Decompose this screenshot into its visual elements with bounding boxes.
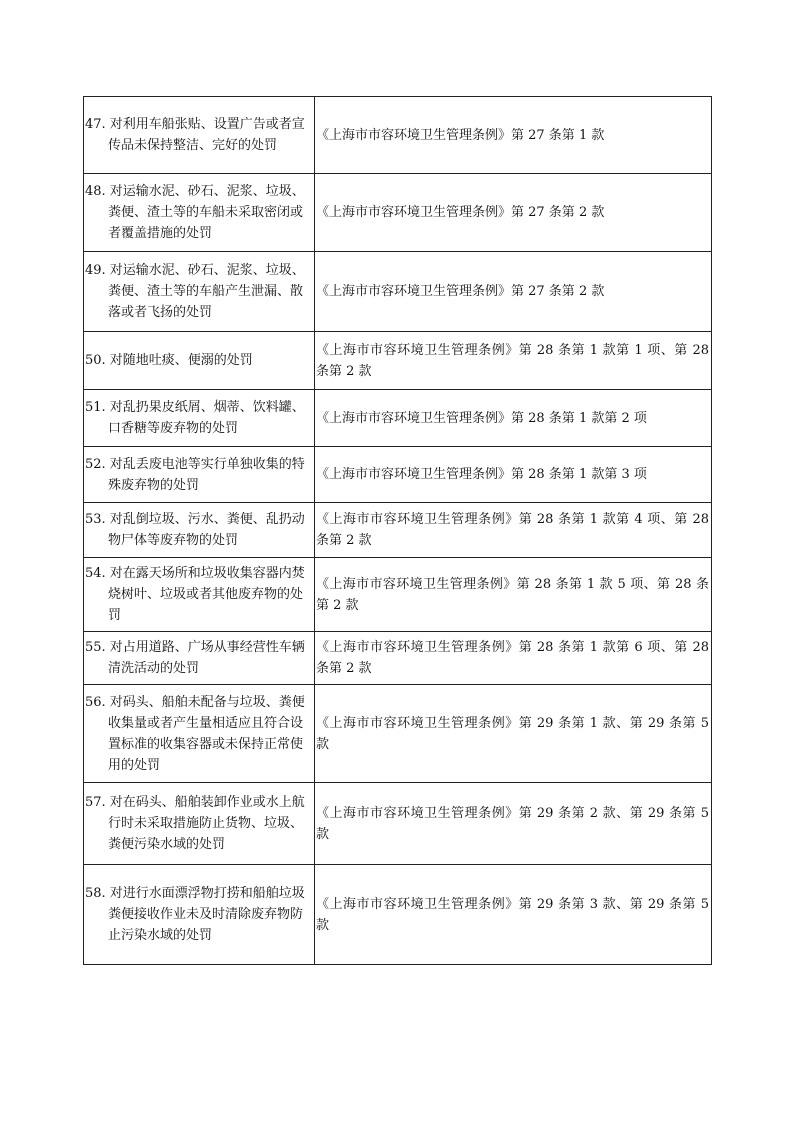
legal-basis-text: 《上海市市容环境卫生管理条例》第 28 条第 1 款第 6 项、第 28 条第 2 款 bbox=[316, 640, 709, 676]
legal-basis-cell bbox=[315, 783, 712, 865]
legal-basis-cell bbox=[315, 685, 712, 783]
legal-basis-cell bbox=[315, 447, 712, 503]
legal-basis-text: 《上海市市容环境卫生管理条例》第 28 条第 1 款 5 项、第 28 条第 2 款 bbox=[316, 576, 709, 613]
legal-basis-cell bbox=[315, 390, 712, 447]
legal-basis-text: 《上海市市容环境卫生管理条例》第 27 条第 1 款 bbox=[316, 127, 605, 143]
penalty-item-text: 52. 对乱丢废电池等实行单独收集的特殊废弃物的处罚 bbox=[85, 456, 305, 493]
legal-basis-cell bbox=[315, 558, 712, 632]
penalty-item-text: 58. 对进行水面漂浮物打捞和船舶垃圾粪便接收作业未及时清除废弃物防止污染水域的处罚 bbox=[85, 886, 305, 943]
legal-basis-text: 《上海市市容环境卫生管理条例》第 27 条第 2 款 bbox=[316, 284, 605, 299]
penalty-item-cell bbox=[84, 447, 315, 503]
legal-basis-text: 《上海市市容环境卫生管理条例》第 27 条第 2 款 bbox=[316, 205, 605, 220]
legal-basis-cell bbox=[315, 174, 712, 252]
penalty-item-text: 54. 对在露天场所和垃圾收集容器内焚烧树叶、垃圾或者其他废弃物的处罚 bbox=[85, 566, 305, 623]
table-row bbox=[84, 174, 712, 252]
penalty-item-text: 53. 对乱倒垃圾、污水、粪便、乱扔动物尸体等废弃物的处罚 bbox=[85, 512, 305, 548]
legal-basis-cell bbox=[315, 865, 712, 965]
penalty-item-cell bbox=[84, 390, 315, 447]
penalty-item-cell bbox=[84, 558, 315, 632]
penalty-item-text: 47. 对利用车船张贴、设置广告或者宣传品未保持整洁、完好的处罚 bbox=[85, 117, 305, 153]
penalty-item-cell bbox=[84, 783, 315, 865]
penalty-item-text: 55. 对占用道路、广场从事经营性车辆清洗活动的处罚 bbox=[85, 640, 305, 676]
penalty-item-cell bbox=[84, 97, 315, 174]
legal-basis-cell bbox=[315, 97, 712, 174]
penalty-item-text: 50. 对随地吐痰、便溺的处罚 bbox=[85, 353, 253, 368]
penalty-item-cell bbox=[84, 503, 315, 558]
penalty-item-text: 48. 对运输水泥、砂石、泥浆、垃圾、粪便、渣土等的车船未采取密闭或者覆盖措施的处罚 bbox=[85, 184, 305, 241]
legal-basis-text: 《上海市市容环境卫生管理条例》第 29 条第 1 款、第 29 条第 5 款 bbox=[316, 715, 709, 752]
penalty-item-cell bbox=[84, 865, 315, 965]
table-row bbox=[84, 685, 712, 783]
penalty-item-cell bbox=[84, 632, 315, 685]
legal-basis-cell bbox=[315, 632, 712, 685]
table-row bbox=[84, 558, 712, 632]
table-row bbox=[84, 503, 712, 558]
legal-basis-text: 《上海市市容环境卫生管理条例》第 28 条第 1 款第 2 项 bbox=[316, 410, 647, 426]
penalty-item-text: 56. 对码头、船舶未配备与垃圾、粪便收集量或者产生量相适应且符合设置标准的收集容器或未保持正常使用的处罚 bbox=[85, 694, 305, 773]
legal-basis-cell bbox=[315, 503, 712, 558]
table-row bbox=[84, 447, 712, 503]
table-row bbox=[84, 390, 712, 447]
table-row bbox=[84, 783, 712, 865]
legal-basis-cell bbox=[315, 332, 712, 390]
penalty-basis-table bbox=[83, 96, 712, 965]
legal-basis-text: 《上海市市容环境卫生管理条例》第 29 条第 2 款、第 29 条第 5 款 bbox=[316, 805, 709, 842]
penalty-item-cell bbox=[84, 685, 315, 783]
legal-basis-text: 《上海市市容环境卫生管理条例》第 28 条第 1 款第 1 项、第 28 条第 2 款 bbox=[316, 342, 709, 379]
penalty-item-text: 57. 对在码头、船舶装卸作业或水上航行时未采取措施防止货物、垃圾、粪便污染水域的处罚 bbox=[85, 795, 305, 852]
legal-basis-cell bbox=[315, 252, 712, 332]
penalty-item-cell bbox=[84, 174, 315, 252]
penalty-item-cell bbox=[84, 252, 315, 332]
penalty-item-text: 51. 对乱扔果皮纸屑、烟蒂、饮料罐、口香糖等废弃物的处罚 bbox=[85, 400, 305, 436]
penalty-item-cell bbox=[84, 332, 315, 390]
table-row bbox=[84, 865, 712, 965]
table-row bbox=[84, 632, 712, 685]
table-row bbox=[84, 332, 712, 390]
table-row bbox=[84, 252, 712, 332]
legal-basis-text: 《上海市市容环境卫生管理条例》第 29 条第 3 款、第 29 条第 5 款 bbox=[316, 896, 709, 933]
legal-basis-text: 《上海市市容环境卫生管理条例》第 28 条第 1 款第 4 项、第 28 条第 2 款 bbox=[316, 512, 709, 548]
table-row bbox=[84, 97, 712, 174]
legal-basis-text: 《上海市市容环境卫生管理条例》第 28 条第 1 款第 3 项 bbox=[316, 467, 647, 482]
penalty-item-text: 49. 对运输水泥、砂石、泥浆、垃圾、粪便、渣土等的车船产生泄漏、散落或者飞扬的处罚 bbox=[85, 263, 305, 320]
